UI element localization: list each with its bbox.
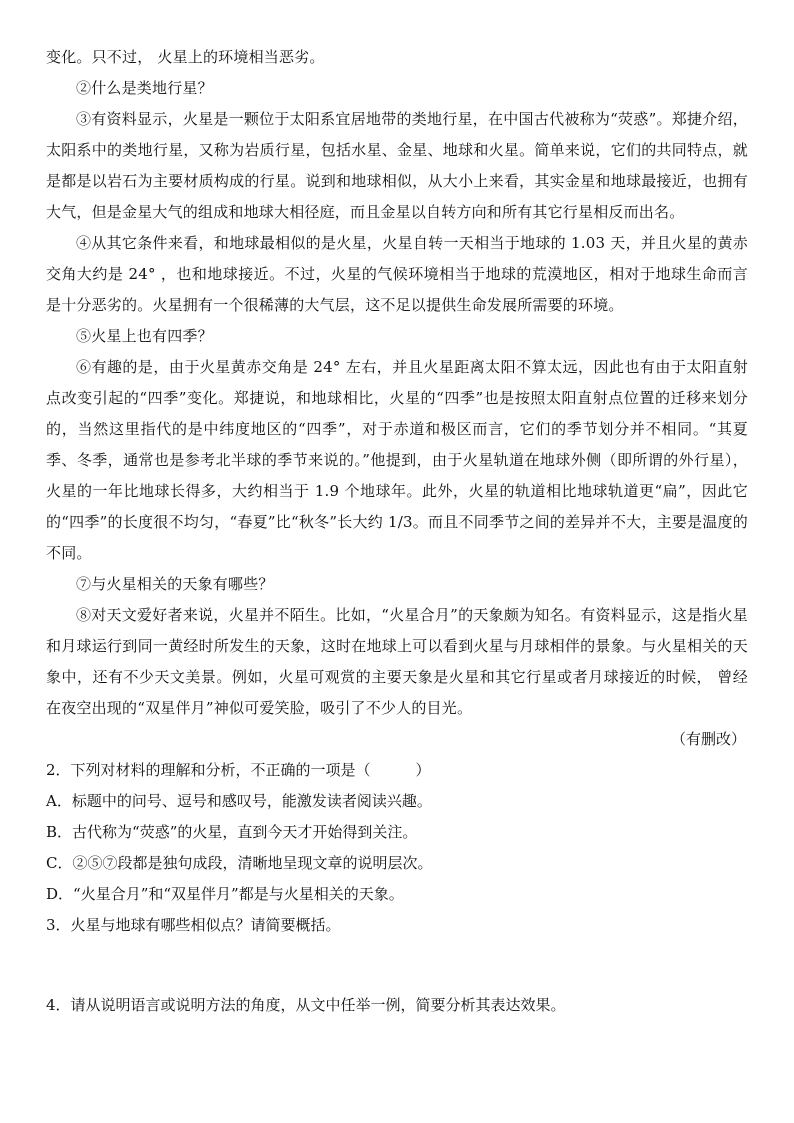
question-2-stem: 2．下列对材料的理解和分析，不正确的一项是（ ） bbox=[46, 761, 431, 779]
paragraph-continuation: 变化。只不过， 火星上的环境相当恶劣。 bbox=[46, 48, 325, 66]
source-note: （有删改） bbox=[670, 730, 746, 748]
subheading-four-seasons: ⑤火星上也有四季？ bbox=[76, 327, 213, 345]
subheading-terrestrial-planet: ②什么是类地行星？ bbox=[76, 79, 213, 97]
paragraph-4: ④从其它条件来看，和地球最相似的是火星，火星自转一天相当于地球的 1.03 天，并且火星的黄赤交角大约是 24° ，也和地球接近。不过，火星的气候环境相当于地球的荒漠地区，相对于地球生命而言是十分恶劣的。火星拥有一个很稀薄的大气层，这不足以提供生命发展所需要的环境。 bbox=[46, 234, 748, 314]
question-3: 3．火星与地球有哪些相似点？请简要概括。 bbox=[46, 916, 341, 934]
question-2-option-a: A．标题中的问号、逗号和感叹号，能激发读者阅读兴趣。 bbox=[46, 792, 432, 810]
subheading-celestial-phenomena: ⑦与火星相关的天象有哪些？ bbox=[76, 575, 274, 593]
paragraph-6: ⑥有趣的是，由于火星黄赤交角是 24° 左右，并且火星距离太阳不算太远，因此也有由于太阳直射点改变引起的“四季”变化。郑捷说，和地球相比，火星的“四季”也是按照太阳直射点位置的迁移来划分的，当然这里指代的是中纬度地区的“四季”，对于赤道和极区而言，它们的季节划分并不相同。“其夏季、冬季，通常也是参考北半球的季节来说的。”他提到，由于火星轨道在地球外侧（即所谓的外行星），火星的一年比地球长得多，大约相当于 1.9 个地球年。此外，火星的轨道相比地球轨道更“扁”，因此它的“四季”的长度很不均匀，“春夏”比“秋冬”长大约 1/3。而且不同季节之间的差异并不大，主要是温度的不同。 bbox=[46, 358, 748, 562]
paragraph-3: ③有资料显示，火星是一颗位于太阳系宜居地带的类地行星，在中国古代被称为“荧惑”。郑捷介绍，太阳系中的类地行星，又称为岩质行星，包括水星、金星、地球和火星。简单来说，它们的共同特点，就是都是以岩石为主要材质构成的行星。说到和地球相似，从大小上来看，其实金星和地球最接近，也拥有大气，但是金星大气的组成和地球大相径庭，而且金星以自转方向和所有其它行星相反而出名。 bbox=[46, 110, 748, 221]
question-4: 4．请从说明语言或说明方法的角度，从文中任举一例，简要分析其表达效果。 bbox=[46, 996, 566, 1014]
question-2-option-d: D．“火星合月”和“双星伴月”都是与火星相关的天象。 bbox=[46, 885, 404, 903]
question-2-option-b: B．古代称为“荧惑”的火星，直到今天才开始得到关注。 bbox=[46, 823, 418, 841]
question-2-option-c: C．②⑤⑦段都是独句成段，清晰地呈现文章的说明层次。 bbox=[46, 854, 433, 872]
paragraph-8: ⑧对天文爱好者来说，火星并不陌生。比如，“火星合月”的天象颇为知名。有资料显示，这是指火星和月球运行到同一黄经时所发生的天象，这时在地球上可以看到火星与月球相伴的景象。与火星相关的天象中，还有不少天文美景。例如，火星可观赏的主要天象是火星和其它行星或者月球接近的时候， 曾经在夜空出现的“双星伴月”神似可爱笑脸，吸引了不少人的目光。 bbox=[46, 606, 748, 717]
